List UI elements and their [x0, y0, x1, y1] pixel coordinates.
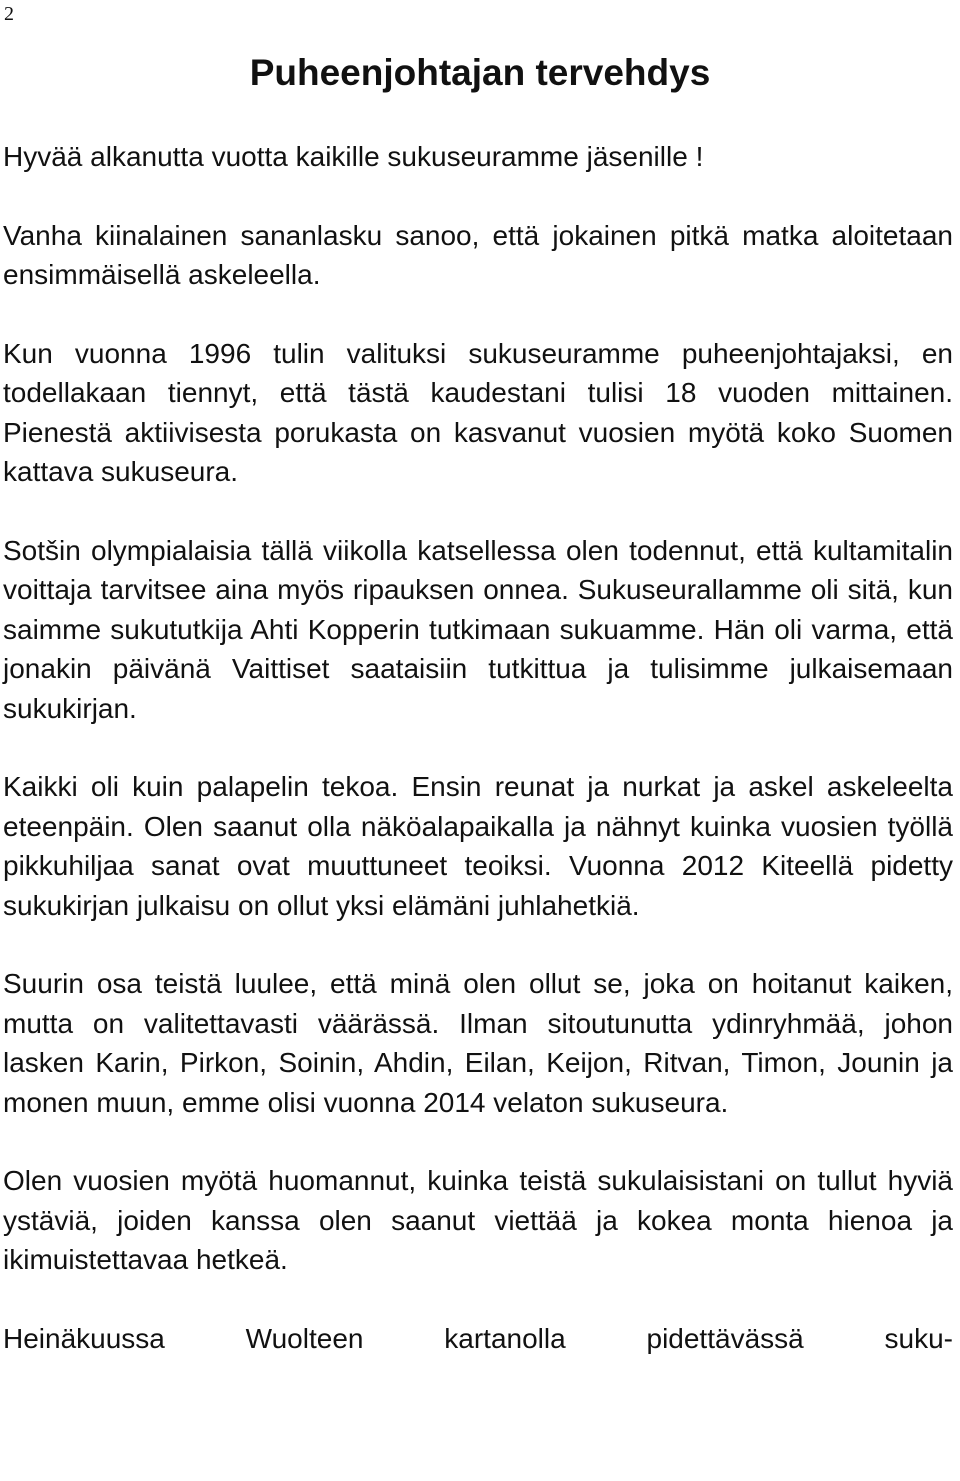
paragraph-greeting: Hyvää alkanutta vuotta kaikille sukuseuramme jäsenille ! — [3, 141, 704, 172]
page-number: 2 — [4, 3, 14, 25]
page-title: Puheenjohtajan tervehdys — [249, 52, 711, 93]
paragraph-olympics: Sotšin olympialaisia tällä viikolla katsellessa olen todennut, että kultamitalin voittaja tarvitsee aina myös ripauksen onnea. Sukuseurallamme oli sitä, kun saimme sukututkija Ahti Kopperin tutkimaan sukuamme. Hän oli varma, että jonakin päivänä Vaittiset saataisiin tutkittua ja tulisimme julkaisemaan sukukirjan. — [3, 535, 953, 724]
paragraph-continued: Heinäkuussa Wuolteen kartanolla pidettävässä suku- — [3, 1323, 953, 1355]
paragraph-proverb: Vanha kiinalainen sananlasku sanoo, että jokainen pitkä matka aloitetaan ensimmäisellä askeleella. — [3, 219, 953, 291]
paragraph-core-group: Suurin osa teistä luulee, että minä olen ollut se, joka on hoitanut kaiken, mutta on valitettavasti väärässä. Ilman sitoutunutta ydinryhmää, johon lasken Karin, Pirkon, Soinin, Ahdin, Eilan, Keijon, Ritvan, Timon, Jounin ja monen muun, emme olisi vuonna 2014 velaton sukuseura. — [3, 968, 953, 1118]
paragraph-chairman-history: Kun vuonna 1996 tulin valituksi sukuseuramme puheenjohtajaksi, en todellakaan tiennyt, että tästä kaudestani tulisi 18 vuoden mittainen. Pienestä aktiivisesta porukasta on kasvanut vuosien myötä koko Suomen kattava sukuseura. — [3, 338, 953, 488]
article-body — [3, 137, 953, 1358]
paragraph-friends: Olen vuosien myötä huomannut, kuinka teistä sukulaisistani on tullut hyviä ystäviä, joiden kanssa olen saanut viettää ja kokea monta hienoa ja ikimuistettavaa hetkeä. — [3, 1165, 953, 1276]
paragraph-puzzle: Kaikki oli kuin palapelin tekoa. Ensin reunat ja nurkat ja askel askeleelta eteenpäin. Olen saanut olla näköalapaikalla ja nähnyt kuinka vuosien työllä pikkuhiljaa sanat ovat muuttuneet teoiksi. Vuonna 2012 Kiteellä pidetty sukukirjan julkaisu on ollut yksi elämäni juhlahetkiä. — [3, 771, 953, 921]
